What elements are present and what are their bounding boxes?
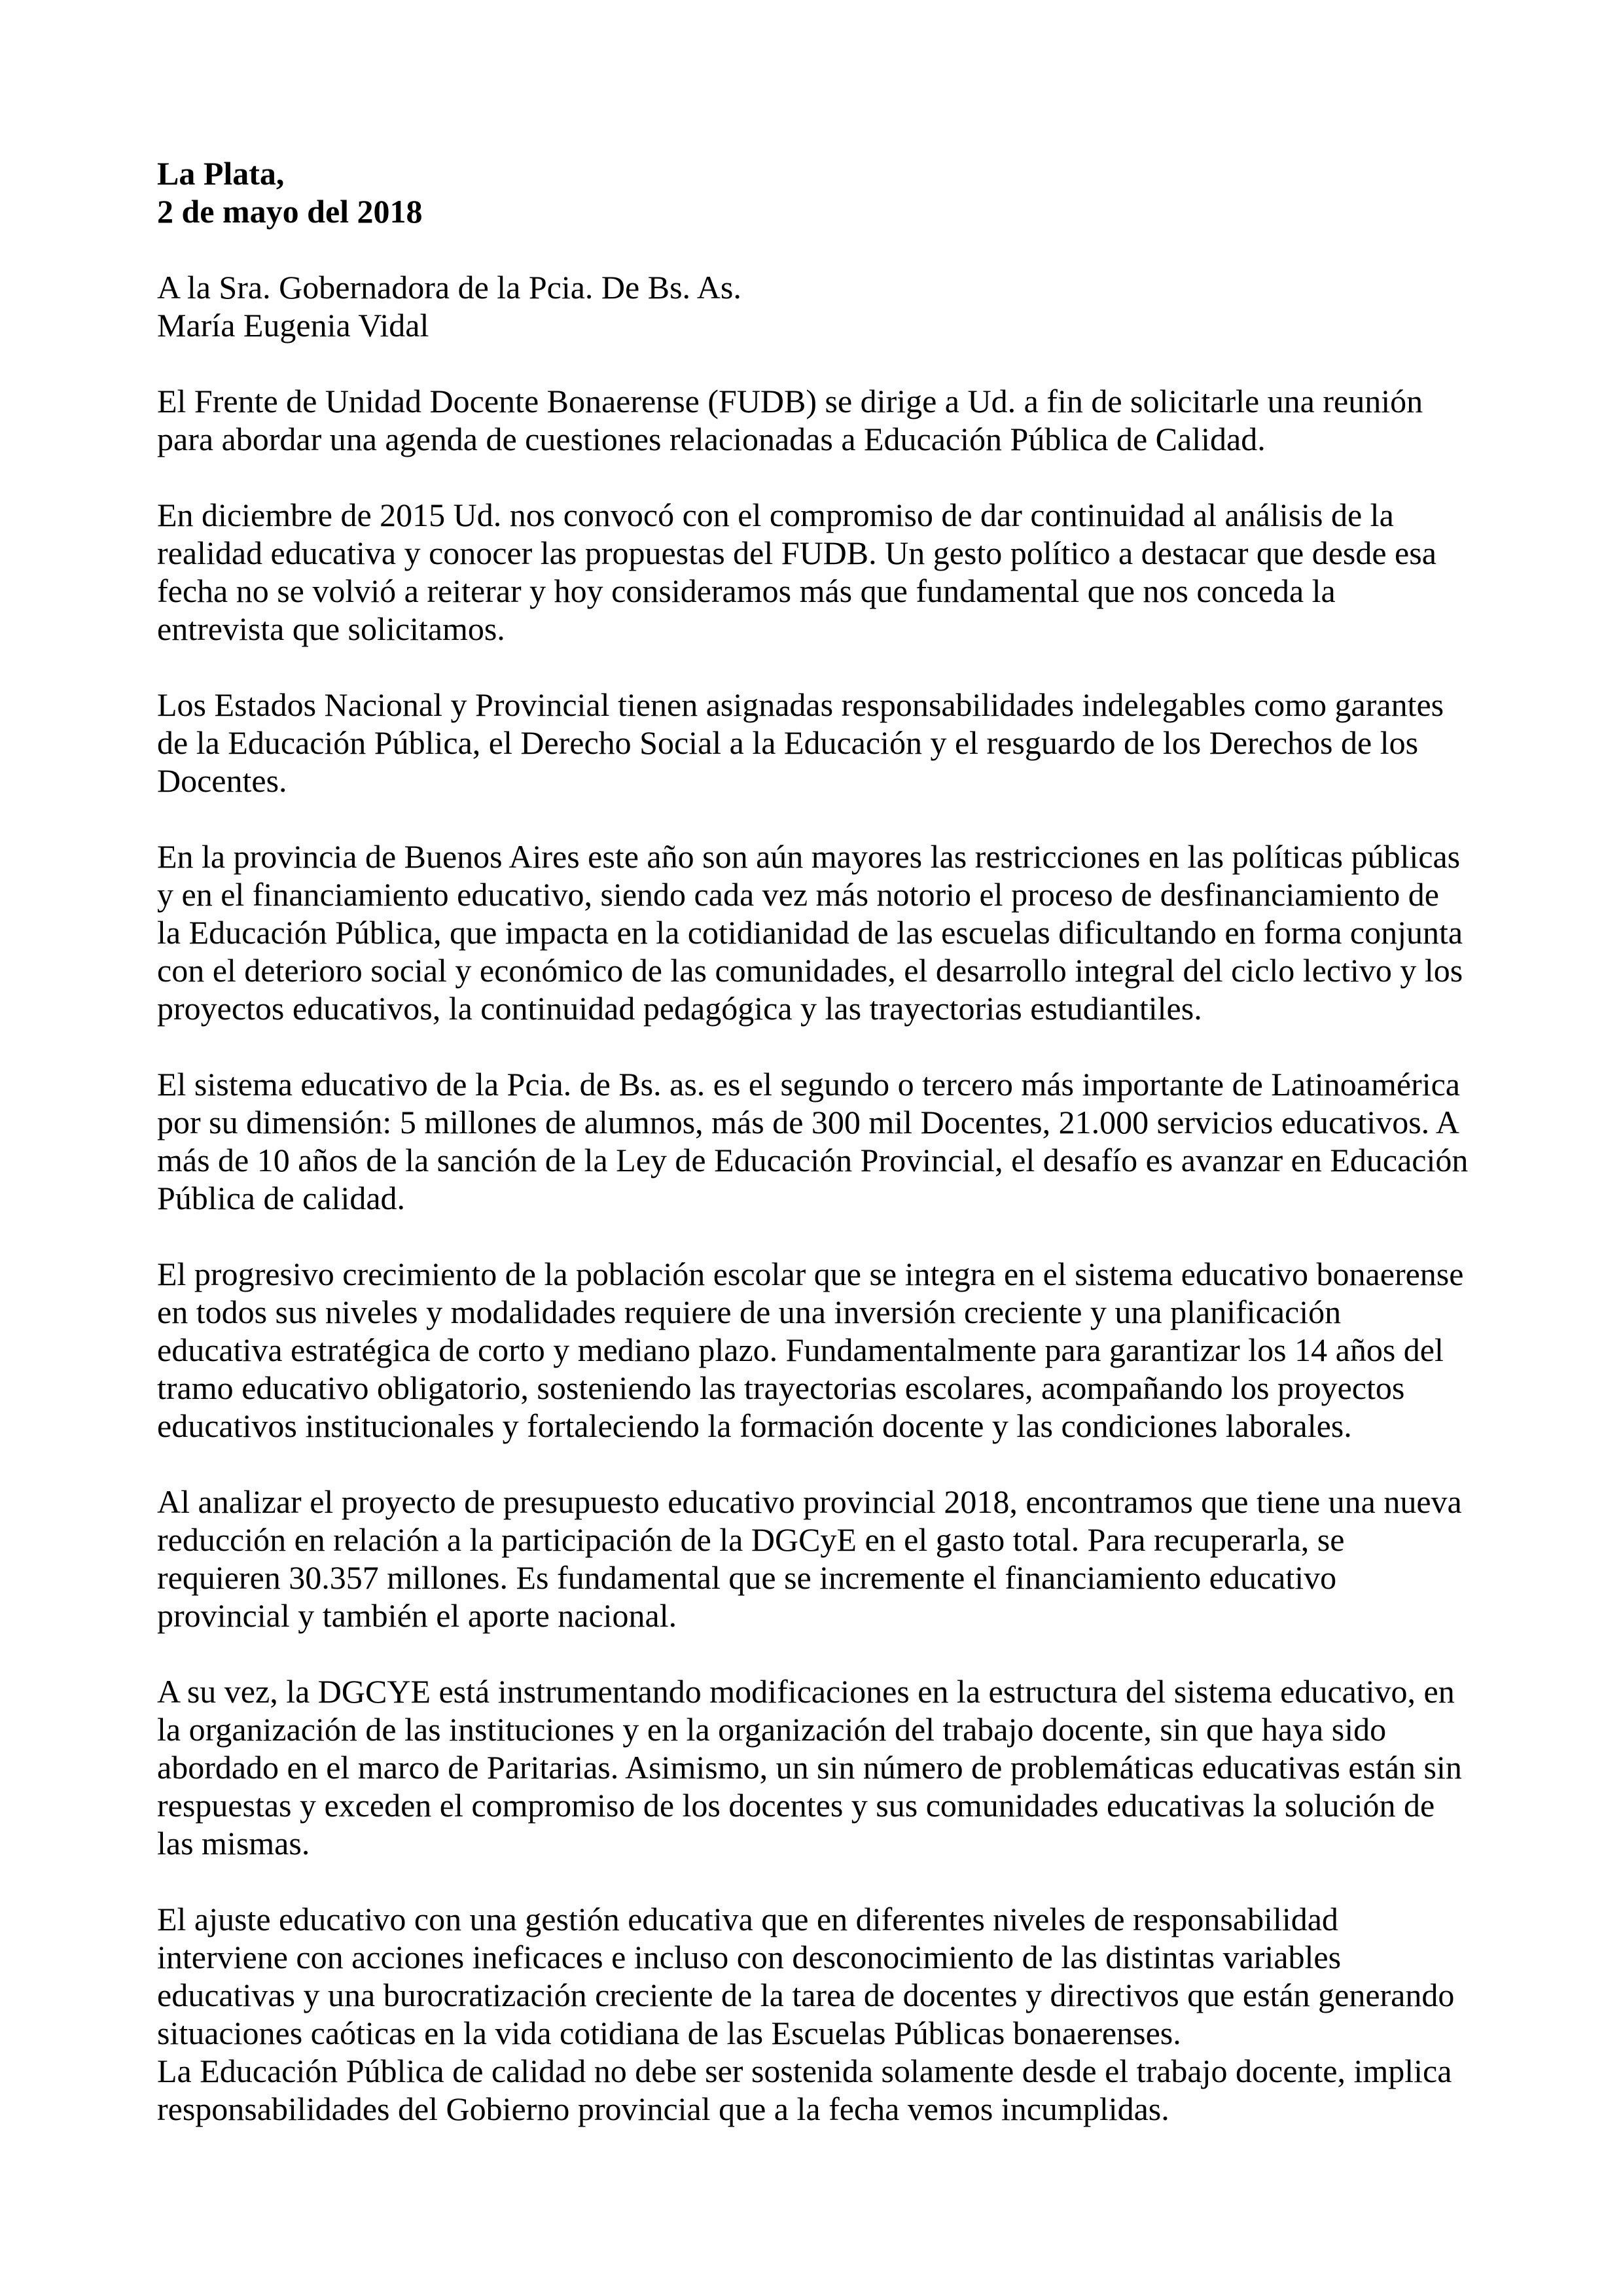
paragraph-budget-2018: Al analizar el proyecto de presupuesto educativo provincial 2018, encontramos que tiene una nueva reducción en relación a la participación de la DGCyE en el gasto total. Para recuperarla, se requieren 30.357 millones. Es fundamental que se incremente el financiamiento educativo provincial y también el aporte nacional. <box>157 1483 1462 1634</box>
paragraph-adjustment-critique: El ajuste educativo con una gestión educativa que en diferentes niveles de responsabilidad interviene con acciones ineficaces e incluso con desconocimiento de las distintas variables educativas y una burocratización creciente de la tarea de docentes y directivos que están generando situaciones caóticas en la vida cotidiana de las Escuelas Públicas bonaerenses. <box>157 1901 1455 2051</box>
dateline-date: 2 de mayo del 2018 <box>157 193 423 230</box>
dateline-city: La Plata, <box>157 155 285 192</box>
paragraph-state-responsibilities: Los Estados Nacional y Provincial tienen asignadas responsabilidades indelegables como garantes de la Educación Pública, el Derecho Social a la Educación y el resguardo de los Derechos de los Docentes. <box>157 686 1444 799</box>
dateline <box>157 154 1469 230</box>
paragraph-enrollment-growth: El progresivo crecimiento de la población escolar que se integra en el sistema educativo bonaerense en todos sus niveles y modalidades requiere de una inversión creciente y una planificación educativa estratégica de corto y mediano plazo. Fundamentalmente para garantizar los 14 años del tramo educativo obligatorio, sosteniendo las trayectorias escolares, acompañando los proyectos educativos institucionales y fortaleciendo la formación docente y las condiciones laborales. <box>157 1256 1464 1444</box>
recipient-name: María Eugenia Vidal <box>157 307 429 344</box>
recipient-block <box>157 268 1469 344</box>
recipient-title: A la Sra. Gobernadora de la Pcia. De Bs. As. <box>157 269 741 306</box>
paragraph-2015-meeting: En diciembre de 2015 Ud. nos convocó con el compromiso de dar continuidad al análisis de la realidad educativa y conocer las propuestas del FUDB. Un gesto político a destacar que desde esa fecha no se volvió a reiterar y hoy consideramos más que fundamental que nos conceda la entrevista que solicitamos. <box>157 497 1436 647</box>
paragraph-system-size: El sistema educativo de la Pcia. de Bs. as. es el segundo o tercero más importante de Latinoamérica por su dimensión: 5 millones de alumnos, más de 300 mil Docentes, 21.000 servicios educativos. A más de 10 años de la sanción de la Ley de Educación Provincial, el desafío es avanzar en Educación Pública de calidad. <box>157 1066 1469 1216</box>
letter-body <box>157 154 1469 2166</box>
paragraph-defunding: En la provincia de Buenos Aires este año son aún mayores las restricciones en las políticas públicas y en el financiamiento educativo, siendo cada vez más notorio el proceso de desfinanciamiento de la Educación Pública, que impacta en la cotidianidad de las escuelas dificultando en forma conjunta con el deterioro social y económico de las comunidades, el desarrollo integral del ciclo lectivo y los proyectos educativos, la continuidad pedagógica y las trayectorias estudiantiles. <box>157 838 1463 1027</box>
paragraph-dgcye-changes: A su vez, la DGCYE está instrumentando modificaciones en la estructura del sistema educativo, en la organización de las instituciones y en la organización del trabajo docente, sin que haya sido abordado en el marco de Paritarias. Asimismo, un sin número de problemáticas educativas están sin respuestas y exceden el compromiso de los docentes y sus comunidades educativas la solución de las mismas. <box>157 1673 1462 1862</box>
paragraph-introduction: El Frente de Unidad Docente Bonaerense (FUDB) se dirige a Ud. a fin de solicitarle una reunión para abordar una agenda de cuestiones relacionadas a Educación Pública de Calidad. <box>157 383 1423 457</box>
paragraph-closing-statement: La Educación Pública de calidad no debe ser sostenida solamente desde el trabajo docente, implica responsabilidades del Gobierno provincial que a la fecha vemos incumplidas. <box>157 2053 1452 2127</box>
